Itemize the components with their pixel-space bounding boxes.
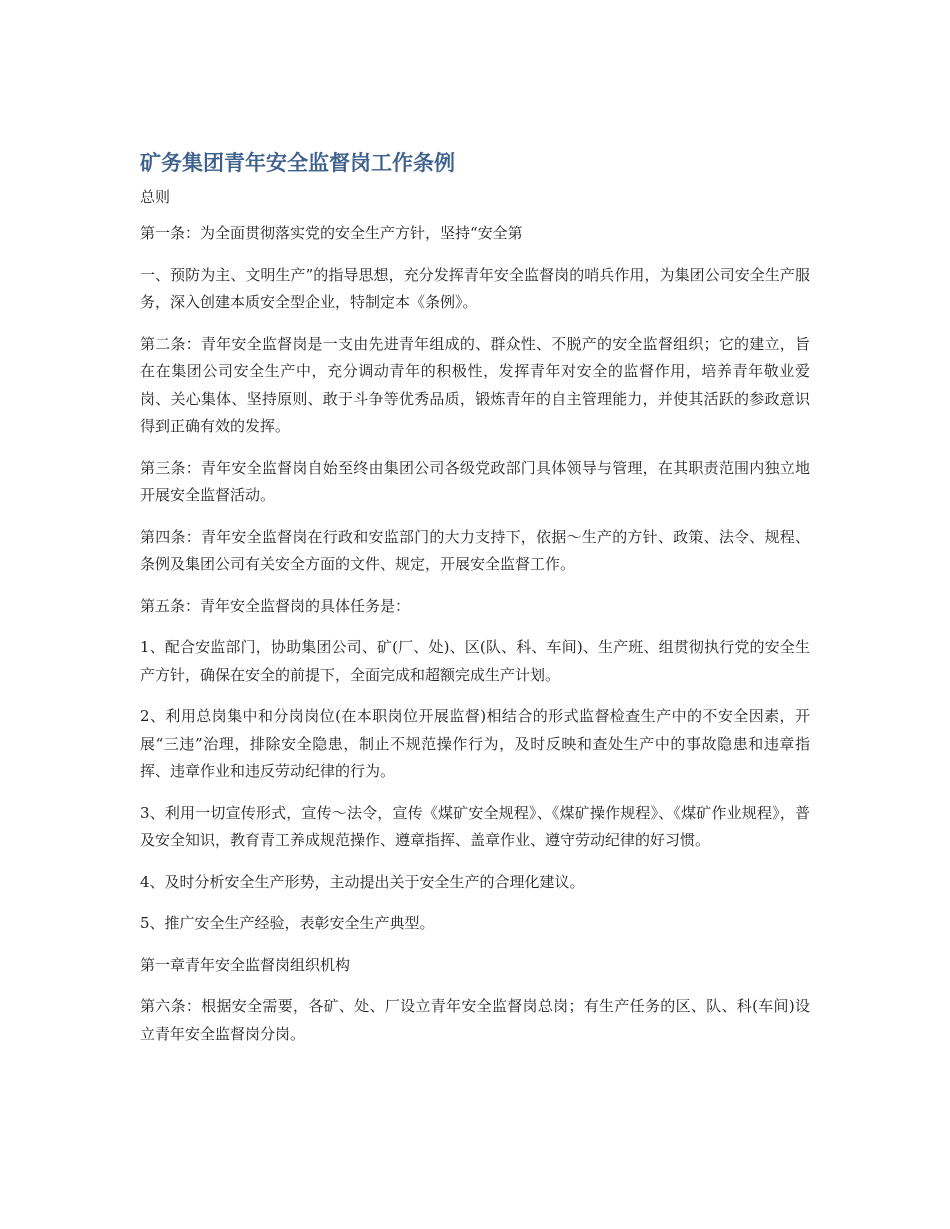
chapter-heading: 第一章青年安全监督岗组织机构: [140, 955, 351, 974]
list-item-3: 3、利用一切宣传形式，宣传～法令，宣传《煤矿安全规程》、《煤矿操作规程》、《煤矿作业规程》，普及安全知识，教育青工养成规范操作、遵章指挥、盖章作业、遵守劳动纪律的好习惯。: [140, 803, 810, 849]
paragraph: 第二条：青年安全监督岗是一支由先进青年组成的、群众性、不脱产的安全监督组织；它的建立，旨在在集团公司安全生产中，充分调动青年的积极性，发挥青年对安全的监督作用，培养青年敬业爱岗、关心集体、坚持原则、敢于斗争等优秀品质，锻炼青年的自主管理能力，并使其活跃的参政意识得到正确有效的发挥。: [140, 334, 810, 435]
list-item-4: 4、及时分析安全生产形势，主动提出关于安全生产的合理化建议。: [140, 872, 585, 891]
list-item-2: 2、利用总岗集中和分岗岗位(在本职岗位开展监督)相结合的形式监督检查生产中的不安全因素，开展“三违”治理，排除安全隐患，制止不规范操作行为，及时反映和查处生产中的事故隐患和违章指挥、违章作业和违反劳动纪律的行为。: [140, 707, 810, 780]
list-item-1: 1、配合安监部门，协助集团公司、矿(厂、处)、区(队、科、车间)、生产班、组贯彻执行党的安全生产方针，确保在安全的前提下，全面完成和超额完成生产计划。: [140, 638, 810, 684]
list-item-5: 5、推广安全生产经验，表彰安全生产典型。: [140, 914, 435, 932]
paragraph: 第一条：为全面贯彻落实党的安全生产方针，坚持“安全第: [140, 224, 523, 242]
paragraph: 一、预防为主、文明生产”的指导思想，充分发挥青年安全监督岗的哨兵作用，为集团公司安全生产服务，深入创建本质安全型企业，特制定本《条例》。: [140, 265, 810, 311]
document-page: [140, 148, 810, 1048]
paragraph: 第四条：青年安全监督岗在行政和安监部门的大力支持下，依据～生产的方针、政策、法令、规程、条例及集团公司有关安全方面的文件、规定，开展安全监督工作。: [140, 527, 810, 573]
document-title: 矿务集团青年安全监督岗工作条例: [140, 151, 455, 175]
paragraph: 第三条：青年安全监督岗自始至终由集团公司各级党政部门具体领导与管理，在其职责范围内独立地开展安全监督活动。: [140, 458, 810, 504]
section-heading-general: 总则: [140, 188, 171, 206]
paragraph: 第六条：根据安全需要，各矿、处、厂设立青年安全监督岗总岗；有生产任务的区、队、科(车间)设立青年安全监督岗分岗。: [140, 997, 810, 1043]
paragraph: 第五条：青年安全监督岗的具体任务是：: [140, 596, 411, 615]
